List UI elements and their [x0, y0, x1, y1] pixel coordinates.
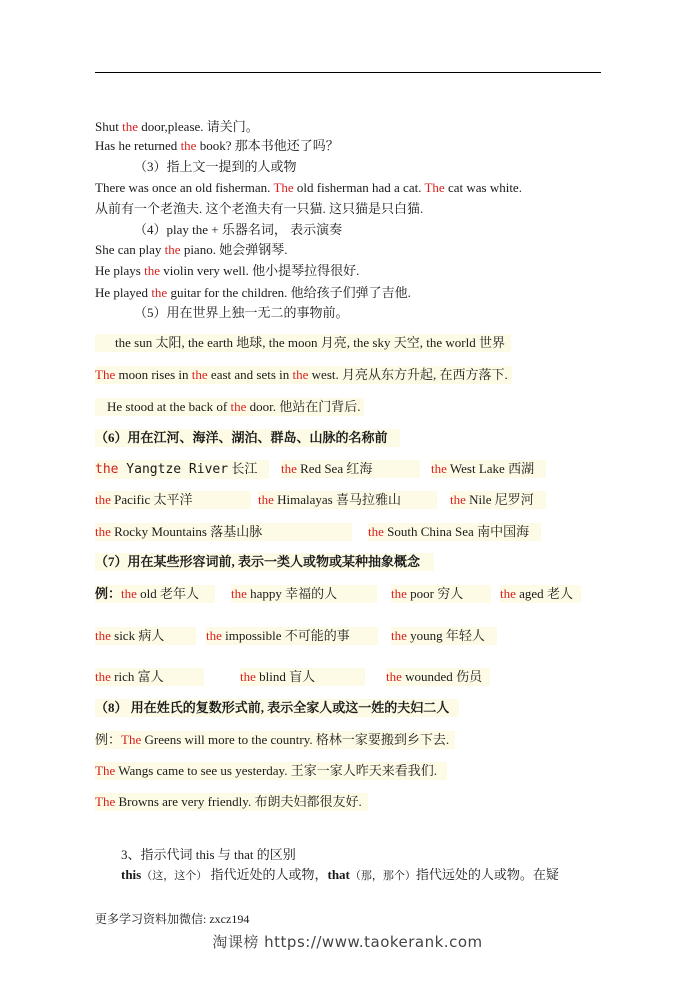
- example-violin: He plays the violin very well. 他小提琴拉得很好.: [95, 263, 360, 278]
- example-shut-door: Shut the door,please. 请关门。: [95, 119, 259, 134]
- example-returned-book: Has he returned the book? 那本书他还了吗？: [95, 138, 339, 153]
- example-wangs: The Wangs came to see us yesterday. 王家一家人昨天来看我们.: [95, 762, 447, 780]
- example-door: He stood at the back of the door. 他站在门背后.: [95, 398, 364, 416]
- unique-things-list: the sun 太阳, the earth 地球, the moon 月亮, the sky 天空, the world 世界: [95, 334, 511, 352]
- this-that-description: this（这，这个） 指代近处的人或物，that（那，那个）指代远处的人或物。在疑: [121, 867, 559, 882]
- header-rule: [95, 72, 601, 73]
- adj-impossible: the impossible 不可能的事: [206, 627, 378, 645]
- example-guitar: He played the guitar for the children. 他给孩子们弹了吉他.: [95, 285, 411, 300]
- example-fisherman: There was once an old fisherman. The old fisherman had a cat. The cat was white.: [95, 180, 522, 195]
- section-8-heading: （8） 用在姓氏的复数形式前, 表示全家人或这一姓的夫妇二人: [95, 699, 459, 717]
- example-moon: The moon rises in the east and sets in the west. 月亮从东方升起, 在西方落下.: [95, 366, 512, 384]
- place-red-sea: the Red Sea 红海: [281, 460, 420, 478]
- adj-rich: the rich 富人: [95, 668, 204, 686]
- footer-wechat: 更多学习资料加微信: zxcz194: [95, 912, 250, 926]
- place-pacific: the Pacific 太平洋: [95, 491, 251, 509]
- adj-happy: the happy 幸福的人: [231, 585, 377, 603]
- place-south-china-sea: the South China Sea 南中国海: [368, 523, 541, 541]
- rule-heading-5: （5）用在世界上独一无二的事物前。: [134, 305, 349, 320]
- adj-wounded: the wounded 伤员: [386, 668, 490, 686]
- section-3-heading: 3、指示代词 this 与 that 的区别: [121, 847, 296, 862]
- adj-sick: the sick 病人: [95, 627, 196, 645]
- adj-blind: the blind 盲人: [240, 668, 365, 686]
- example-greens: 例：The Greens will more to the country. 格林一家要搬到乡下去.: [95, 731, 455, 749]
- adj-young: the young 年轻人: [391, 627, 497, 645]
- example-fisherman-translation: 从前有一个老渔夫. 这个老渔夫有一只猫. 这只猫是只白猫.: [95, 201, 424, 216]
- rule-heading-3: （3）指上文一提到的人或物: [134, 159, 297, 174]
- place-west-lake: the West Lake 西湖: [431, 460, 546, 478]
- adj-old: 例：the old 老年人: [95, 585, 215, 603]
- place-nile: the Nile 尼罗河: [450, 491, 546, 509]
- adj-aged: the aged 老人: [500, 585, 581, 603]
- example-browns: The Browns are very friendly. 布朗夫妇都很友好.: [95, 793, 368, 811]
- place-himalayas: the Himalayas 喜马拉雅山: [258, 491, 437, 509]
- place-yangtze: the Yangtze River 长江: [95, 460, 269, 479]
- footer-site-watermark: 淘课榜 https://www.taokerank.com: [212, 933, 483, 951]
- adj-poor: the poor 穷人: [391, 585, 491, 603]
- section-7-heading: （7）用在某些形容词前, 表示一类人或物或某种抽象概念: [95, 553, 434, 571]
- example-piano: She can play the piano. 她会弹钢琴.: [95, 242, 288, 257]
- rule-heading-4: （4）play the + 乐器名词， 表示演奏: [134, 222, 343, 237]
- section-6-heading: （6）用在江河、海洋、湖泊、群岛、山脉的名称前: [95, 429, 400, 447]
- place-rocky-mountains: the Rocky Mountains 落基山脉: [95, 523, 352, 541]
